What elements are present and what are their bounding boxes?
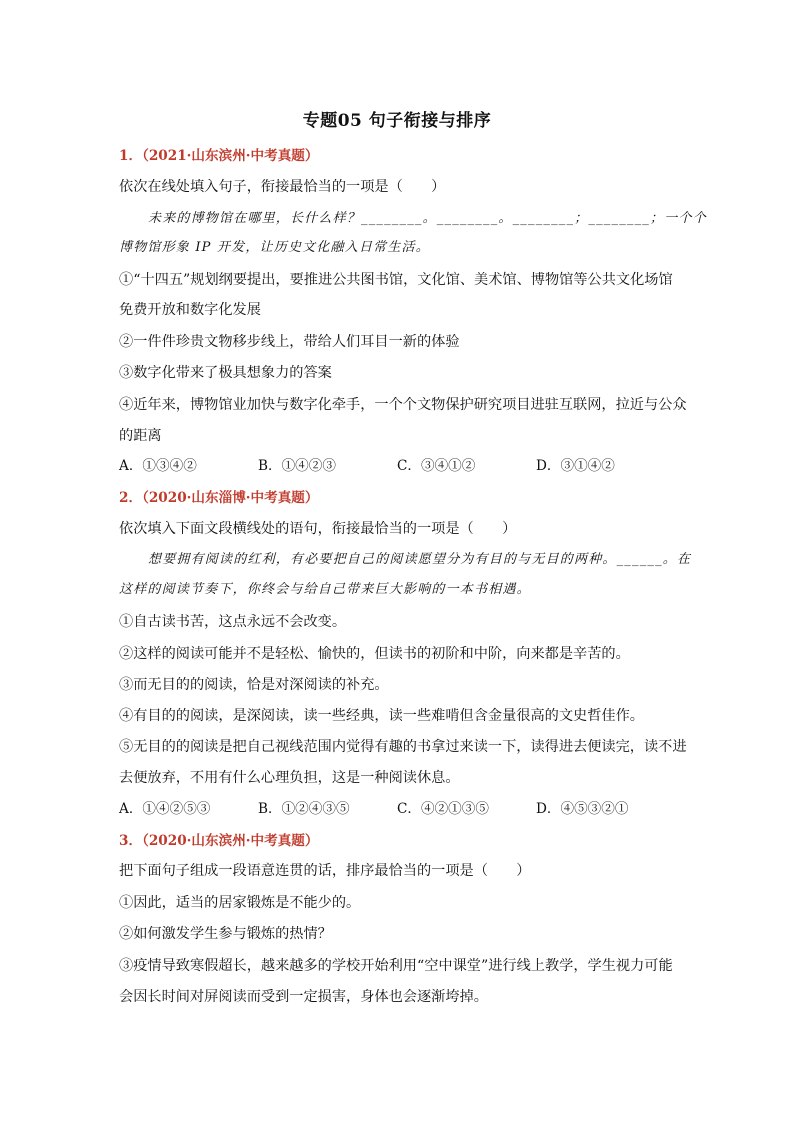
page-title: 专题05 句子衔接与排序 xyxy=(302,111,492,131)
q1-item-4-line2: 的距离 xyxy=(119,428,162,444)
q1-option-c[interactable]: C．③④①② xyxy=(397,458,476,474)
q1-option-d[interactable]: D．③①④② xyxy=(536,458,615,474)
q1-item-4-line1: ④近年来，博物馆业加快与数字化牵手，一个个文物保护研究项目进驻互联网，拉近与公众 xyxy=(119,397,687,413)
q1-option-a[interactable]: A．①③④② xyxy=(119,458,197,474)
q1-stem: 依次在线处填入句子，衔接最恰当的一项是（ ） xyxy=(119,179,446,195)
q2-option-b[interactable]: B．①②④③⑤ xyxy=(258,801,350,817)
q1-item-3: ③数字化带来了极具想象力的答案 xyxy=(119,365,332,381)
q3-item-1: ①因此，适当的居家锻炼是不能少的。 xyxy=(119,895,361,911)
q2-item-2: ②这样的阅读可能并不是轻松、愉快的，但读书的初阶和中阶，向来都是辛苦的。 xyxy=(119,646,630,662)
q2-option-d[interactable]: D．④⑤③②① xyxy=(536,801,629,817)
q1-passage-line1: 未来的博物馆在哪里，长什么样？________。________。________；________；一个个 xyxy=(148,211,707,226)
q3-item-2: ②如何激发学生参与锻炼的热情？ xyxy=(119,926,332,942)
q1-option-b[interactable]: B．①④②③ xyxy=(258,458,336,474)
q2-item-5-line1: ⑤无目的的阅读是把自己视线范围内觉得有趣的书拿过来读一下，读得进去便读完，读不进 xyxy=(119,739,687,755)
q2-stem: 依次填入下面文段横线处的语句，衔接最恰当的一项是（ ） xyxy=(119,521,517,537)
q3-heading: 3．（2020·山东滨州·中考真题） xyxy=(119,833,319,849)
q1-item-1-line2: 免费开放和数字化发展 xyxy=(119,302,261,318)
q2-item-5-line2: 去便放弃，不用有什么心理负担，这是一种阅读休息。 xyxy=(119,770,460,786)
q2-option-a[interactable]: A．①④②⑤③ xyxy=(119,801,211,817)
q2-passage-line2: 这样的阅读节奏下，你终会与给自己带来巨大影响的一本书相遇。 xyxy=(119,582,531,597)
q1-item-2: ②一件件珍贵文物移步线上，带给人们耳目一新的体验 xyxy=(119,334,460,350)
q3-item-3-line2: 会因长时间对屏阅读而受到一定损害，身体也会逐渐垮掉。 xyxy=(119,989,488,1005)
q1-item-1-line1: ①“十四五”规划纲要提出，要推进公共图书馆，文化馆、美术馆、博物馆等公共文化场馆 xyxy=(119,272,673,288)
q1-heading: 1．（2021·山东滨州·中考真题） xyxy=(119,148,319,164)
q2-item-4: ④有目的的阅读，是深阅读，读一些经典，读一些难啃但含金量很高的文史哲佳作。 xyxy=(119,708,644,724)
q1-passage-line2: 博物馆形象 IP 开发，让历史文化融入日常生活。 xyxy=(119,240,430,255)
q2-heading: 2．（2020·山东淄博·中考真题） xyxy=(119,490,319,506)
q2-option-c[interactable]: C．④②①③⑤ xyxy=(397,801,489,817)
q3-item-3-line1: ③疫情导致寒假超长，越来越多的学校开始利用“空中课堂”进行线上教学，学生视力可能 xyxy=(119,958,673,974)
q2-item-3: ③而无目的的阅读，恰是对深阅读的补充。 xyxy=(119,677,389,693)
q3-stem: 把下面句子组成一段语意连贯的话，排序最恰当的一项是（ ） xyxy=(119,863,531,879)
q2-passage-line1: 想要拥有阅读的红利，有必要把自己的阅读愿望分为有目的与无目的两种。______。在 xyxy=(148,552,692,567)
q2-item-1: ①自古读书苦，这点永远不会改变。 xyxy=(119,614,347,630)
